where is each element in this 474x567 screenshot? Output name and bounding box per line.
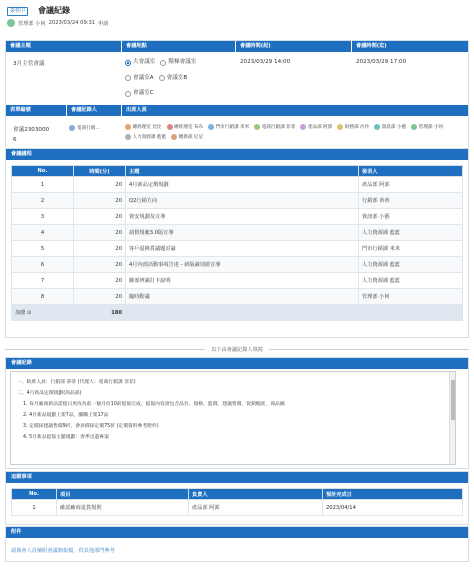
agenda-table <box>11 165 463 321</box>
cell-topic: Q2行銷方向 <box>126 193 359 209</box>
table-row <box>12 241 463 257</box>
location-radio-group <box>125 56 235 103</box>
form-no-header: 表單編號 <box>6 105 66 116</box>
section-divider <box>5 345 469 353</box>
cell-topic: 資安規劃及宣導 <box>126 209 359 225</box>
record-line: 4. 5月新品提報主題規劃：春季出遊專案 <box>23 435 109 440</box>
agenda-title: 會議議程 <box>6 149 468 160</box>
attendee-chip: 電商行銷課 菲菲 <box>254 124 295 130</box>
table-row <box>12 289 463 305</box>
attendee-chip: 資訊部 小藝 <box>374 124 406 130</box>
avatar <box>300 124 306 130</box>
cell-topic: 臉部辨識打卡說明 <box>126 273 359 289</box>
location-radio[interactable]: 會議室A <box>125 72 154 85</box>
avatar <box>337 124 343 130</box>
record-textarea[interactable] <box>10 371 456 465</box>
meeting-info-panel <box>5 40 469 158</box>
avatar <box>171 134 177 140</box>
agenda-total-row <box>12 305 463 321</box>
cell-presenter: 人力資源課 藍藍 <box>359 273 463 289</box>
col-no: No. <box>12 166 74 177</box>
cell-topic: 請假規範3.0版宣導 <box>126 225 359 241</box>
attendee-chip: 財務部 沙沙 <box>337 124 369 130</box>
cell-time: 20 <box>74 241 126 257</box>
radio-icon <box>159 75 165 81</box>
end-time-header: 會議時間(迄) <box>351 41 468 52</box>
start-time-value: 2023/03/29 14:00 <box>240 59 291 65</box>
apply-status: 申請 <box>98 20 109 27</box>
cell-no: 7 <box>12 273 74 289</box>
apply-datetime: 2023/03/24 09:31 <box>48 20 96 26</box>
scrollbar[interactable] <box>449 372 455 464</box>
form-number: 會議2303000 6 <box>13 127 50 143</box>
attendee-chip: 人力資源課 藍藍 <box>125 134 166 140</box>
table-row <box>12 193 463 209</box>
table-row <box>12 209 463 225</box>
meeting-subject: 3月主管會議 <box>13 61 45 67</box>
record-line: 二、4月新品定價規劃(商品部) <box>17 391 82 396</box>
cell-presenter: 門市行銷課 米米 <box>359 241 463 257</box>
attendee-chip: 總務部 尼尼 <box>171 134 203 140</box>
cell-time: 20 <box>74 257 126 273</box>
start-time-header: 會議時間(起) <box>235 41 351 52</box>
cell-no: 4 <box>12 225 74 241</box>
attachment-note[interactable]: 請與會人員檢附會議簡報檔，供其他部門參考 <box>11 548 115 554</box>
cell-topic: 臨時動議 <box>126 289 359 305</box>
col-owner: 負責人 <box>189 489 323 500</box>
cell-time: 20 <box>74 193 126 209</box>
total-label: 加總 ⊙ <box>12 305 74 321</box>
avatar <box>254 124 260 130</box>
attendee-chip: 總經理室 布布 <box>167 124 204 130</box>
record-line: 一、缺席人員：行銷部 蒂蒂 (代理人：電商行銷課 菲菲) <box>17 380 136 385</box>
cell-time: 20 <box>74 177 126 193</box>
divider-text: 以下由會議記錄人填寫 <box>211 346 263 353</box>
table-row <box>12 273 463 289</box>
record-line: 1. 每月廠商新品需提日更改為前一個月份10前提報完成，提報內容須包含品名、規格、進價、建議售價、促銷幅度，商品圖 <box>23 402 285 407</box>
avatar <box>69 125 75 131</box>
location-radio[interactable]: 階梯會議室 <box>160 56 196 69</box>
avatar <box>208 124 214 130</box>
attendee-list <box>125 124 467 144</box>
cell-time: 20 <box>74 273 126 289</box>
radio-icon <box>160 60 166 66</box>
tracking-table <box>11 488 463 516</box>
cell-time: 20 <box>74 209 126 225</box>
cell-presenter: 產品部 阿郭 <box>359 177 463 193</box>
location-radio[interactable]: 會議室B <box>159 72 188 85</box>
col-item: 項目 <box>57 489 189 500</box>
cell-presenter: 行銷部 蒂蒂 <box>359 193 463 209</box>
avatar <box>411 124 417 130</box>
avatar <box>125 134 131 140</box>
avatar <box>374 124 380 130</box>
subject-header: 會議主題 <box>6 41 121 52</box>
avatar <box>7 19 15 27</box>
attendee-chip: 產品部 阿郭 <box>300 124 332 130</box>
agenda-rows <box>12 177 463 305</box>
radio-icon <box>125 75 131 81</box>
col-topic: 主題 <box>126 166 359 177</box>
page-title: 會議紀錄 <box>38 6 70 15</box>
cell-topic: 客戶退換貨議題討論 <box>126 241 359 257</box>
tracking-title: 追蹤事項 <box>6 472 468 483</box>
cell-presenter: 人力資源課 藍藍 <box>359 225 463 241</box>
cell-time: 20 <box>74 225 126 241</box>
total-value: 180 <box>74 305 126 321</box>
cell-time: 20 <box>74 289 126 305</box>
cell-presenter: 管理部 小何 <box>359 289 463 305</box>
attachment-section <box>5 526 469 562</box>
attachment-title: 附件 <box>6 527 468 538</box>
table-row <box>12 225 463 241</box>
radio-icon <box>125 91 131 97</box>
attendee-chip: 總經理室 比比 <box>125 124 162 130</box>
table-row <box>12 257 463 273</box>
table-row: 1 確認廠商退貨規則 產品部 阿郭 2023/04/14 <box>12 500 463 516</box>
tracking-section <box>5 471 469 525</box>
location-header: 會議地點 <box>121 41 235 52</box>
cell-no: 6 <box>12 257 74 273</box>
cell-no: 1 <box>12 177 74 193</box>
record-line: 2. 4月新品規劃上架7品，團購上架17品 <box>23 413 109 418</box>
recorder: 電商行銷... <box>69 125 100 131</box>
avatar <box>167 124 173 130</box>
table-row <box>12 177 463 193</box>
end-time-value: 2023/03/29 17:00 <box>356 59 407 65</box>
col-presenter: 發表人 <box>359 166 463 177</box>
location-radio[interactable]: 大會議室 <box>125 56 155 69</box>
agenda-section <box>5 148 469 338</box>
attendees-header: 出席人員 <box>121 105 468 116</box>
cell-presenter: 資訊部 小藝 <box>359 209 463 225</box>
cell-no: 3 <box>12 209 74 225</box>
attendee-chip: 門市行銷課 米米 <box>208 124 249 130</box>
sigma-icon: ⊙ <box>27 310 32 316</box>
attendee-chip: 管理部 小何 <box>411 124 443 130</box>
status-badge: 簽核中 <box>7 7 28 16</box>
col-no: No. <box>12 489 57 500</box>
applicant-name: 管理部 小何 <box>18 20 46 27</box>
scrollbar-thumb[interactable] <box>451 380 455 420</box>
record-title: 會議記錄 <box>6 358 468 369</box>
location-radio[interactable]: 會議室C <box>125 87 154 100</box>
cell-no: 5 <box>12 241 74 257</box>
cell-topic: 4月新品定價規劃 <box>126 177 359 193</box>
page-header <box>5 4 469 28</box>
col-time: 時間(分) <box>74 166 126 177</box>
record-line: 3. 定價採建議售價9折，會員價採定價75折 (定價資料參考附件) <box>23 424 159 429</box>
avatar <box>125 124 131 130</box>
recorder-header: 會議記錄人 <box>66 105 121 116</box>
cell-topic: 4月內部活動事項告達 - 新版識別證宣導 <box>126 257 359 273</box>
col-due: 預計完成日 <box>323 489 463 500</box>
applicant-info <box>7 19 108 27</box>
radio-checked-icon <box>125 60 131 66</box>
cell-presenter: 人力資源課 藍藍 <box>359 257 463 273</box>
cell-no: 8 <box>12 289 74 305</box>
cell-no: 2 <box>12 193 74 209</box>
